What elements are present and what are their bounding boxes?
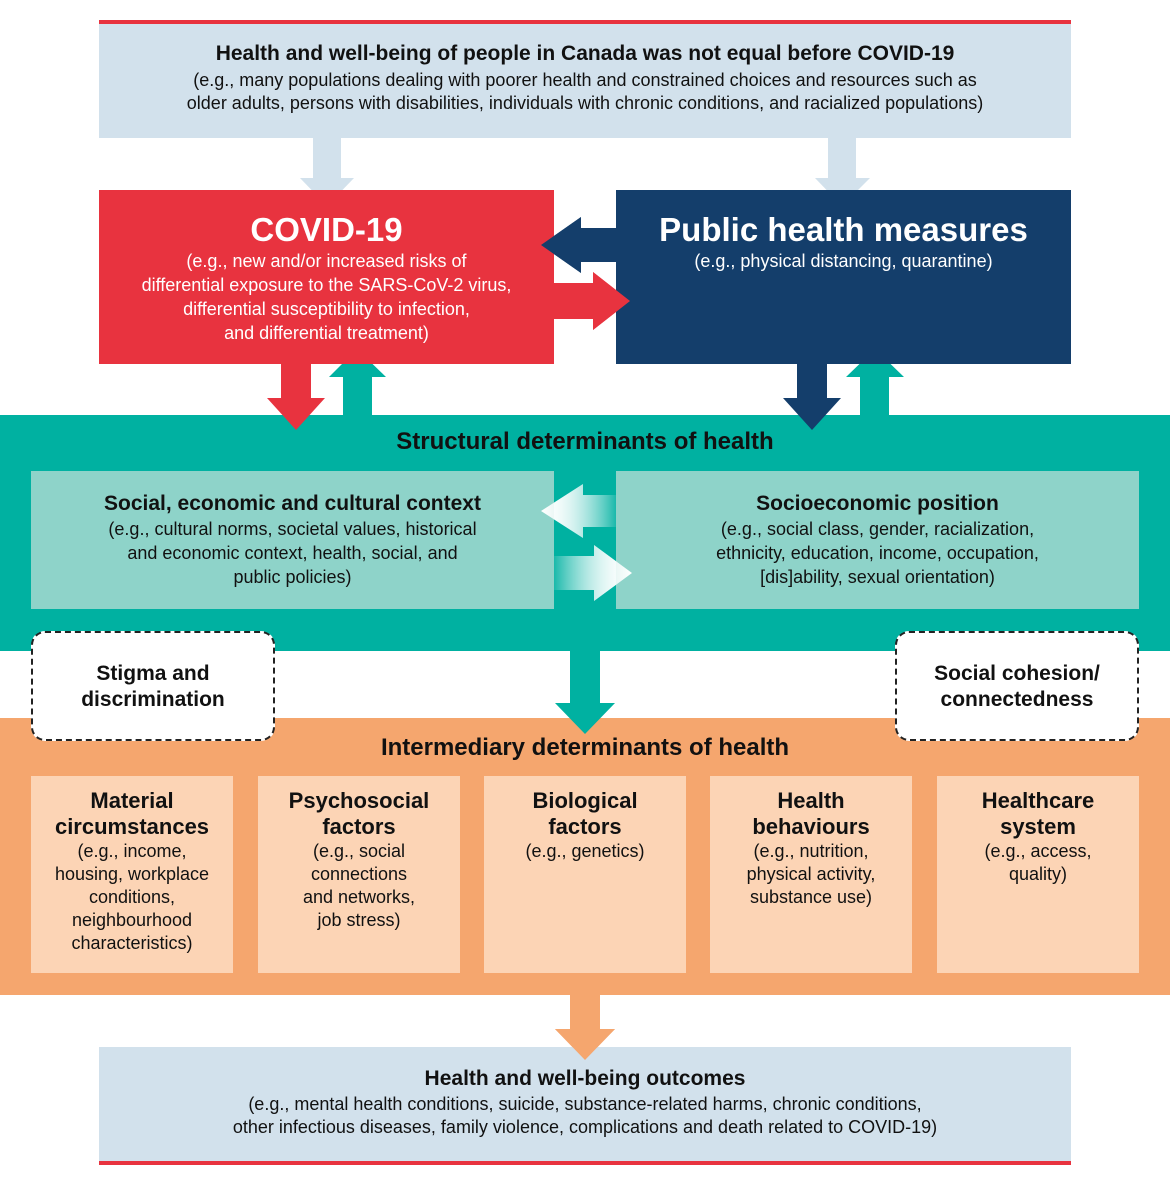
intermediary-title: Intermediary determinants of health: [380, 734, 790, 761]
item-heading: Material: [90, 788, 174, 813]
covid-box: [99, 190, 554, 364]
item-text: quality): [1008, 864, 1068, 884]
item-text: job stress): [317, 910, 401, 930]
intermediary-item: [710, 776, 912, 973]
outcomes-line-2: other infectious diseases, family violence, complications and death related to COVID-19): [232, 1117, 938, 1137]
covid-line-2: differential exposure to the SARS-CoV-2 virus,: [141, 275, 512, 295]
social-context-box: [31, 471, 554, 609]
outcomes-line-1: (e.g., mental health conditions, suicide, substance-related harms, chronic conditions,: [248, 1094, 922, 1114]
context-line-1: (e.g., cultural norms, societal values, historical: [108, 519, 477, 539]
item-text: substance use): [749, 887, 873, 907]
item-heading: Healthcare: [981, 788, 1095, 813]
phm-title: Public health measures: [659, 211, 1028, 248]
arrow-structural-to-intermediary: [555, 648, 615, 734]
item-text: conditions,: [88, 887, 176, 907]
context-line-2: and economic context, health, social, and: [127, 543, 458, 563]
context-title: Social, economic and cultural context: [104, 492, 481, 515]
outcomes-box: [99, 1047, 1071, 1165]
arrow-phm-to-structural: [783, 360, 841, 430]
stigma-line-1: Stigma and: [96, 662, 210, 685]
arrow-covid-to-structural: [267, 360, 325, 430]
item-heading: factors: [548, 814, 622, 839]
intermediary-item: [258, 776, 460, 973]
item-heading: Biological: [532, 788, 638, 813]
intermediary-item: [937, 776, 1139, 973]
item-text: (e.g., nutrition,: [753, 841, 869, 861]
item-heading: circumstances: [54, 814, 210, 839]
context-line-3: public policies): [233, 567, 352, 587]
sep-line-2: ethnicity, education, income, occupation,: [716, 543, 1039, 563]
covid-line-4: and differential treatment): [224, 323, 429, 343]
phm-line-1: (e.g., physical distancing, quarantine): [694, 251, 993, 271]
socioeconomic-position-box: [616, 471, 1139, 609]
stigma-line-2: discrimination: [81, 688, 225, 711]
item-text: and networks,: [302, 887, 416, 907]
structural-title: Structural determinants of health: [396, 428, 774, 455]
item-text: (e.g., social: [312, 841, 406, 861]
covid-title: COVID-19: [250, 211, 403, 248]
item-text: (e.g., access,: [984, 841, 1092, 861]
item-heading: Psychosocial: [288, 788, 430, 813]
public-health-measures-box: [616, 190, 1071, 364]
item-text: characteristics): [71, 933, 193, 953]
cohesion-line-1: Social cohesion/: [934, 662, 1100, 685]
outcomes-title: Health and well-being outcomes: [424, 1067, 746, 1090]
item-heading: system: [1000, 814, 1076, 839]
item-text: (e.g., income,: [77, 841, 187, 861]
top-title: Health and well-being of people in Canada was not equal before COVID-19: [215, 42, 955, 65]
sep-line-1: (e.g., social class, gender, racialization,: [720, 519, 1035, 539]
item-text: neighbourhood: [71, 910, 193, 930]
cohesion-line-2: connectedness: [940, 688, 1094, 711]
item-text: physical activity,: [746, 864, 876, 884]
sep-title: Socioeconomic position: [756, 492, 999, 515]
item-text: housing, workplace: [54, 864, 210, 884]
top-line-2: older adults, persons with disabilities, individuals with chronic conditions, and racialized populations): [186, 93, 984, 113]
sep-line-3: [dis]ability, sexual orientation): [760, 567, 995, 587]
intermediary-item: [484, 776, 686, 973]
item-heading: factors: [322, 814, 396, 839]
item-heading: behaviours: [752, 814, 870, 839]
covid-line-1: (e.g., new and/or increased risks of: [186, 251, 467, 271]
stigma-discrimination-box: [31, 631, 275, 741]
item-heading: Health: [777, 788, 845, 813]
top-line-1: (e.g., many populations dealing with poorer health and constrained choices and resources such as: [193, 70, 977, 90]
social-cohesion-box: [895, 631, 1139, 741]
item-text: connections: [310, 864, 408, 884]
covid-line-3: differential susceptibility to infection,: [183, 299, 470, 319]
intermediary-item: [31, 776, 233, 973]
item-text: (e.g., genetics): [525, 841, 645, 861]
